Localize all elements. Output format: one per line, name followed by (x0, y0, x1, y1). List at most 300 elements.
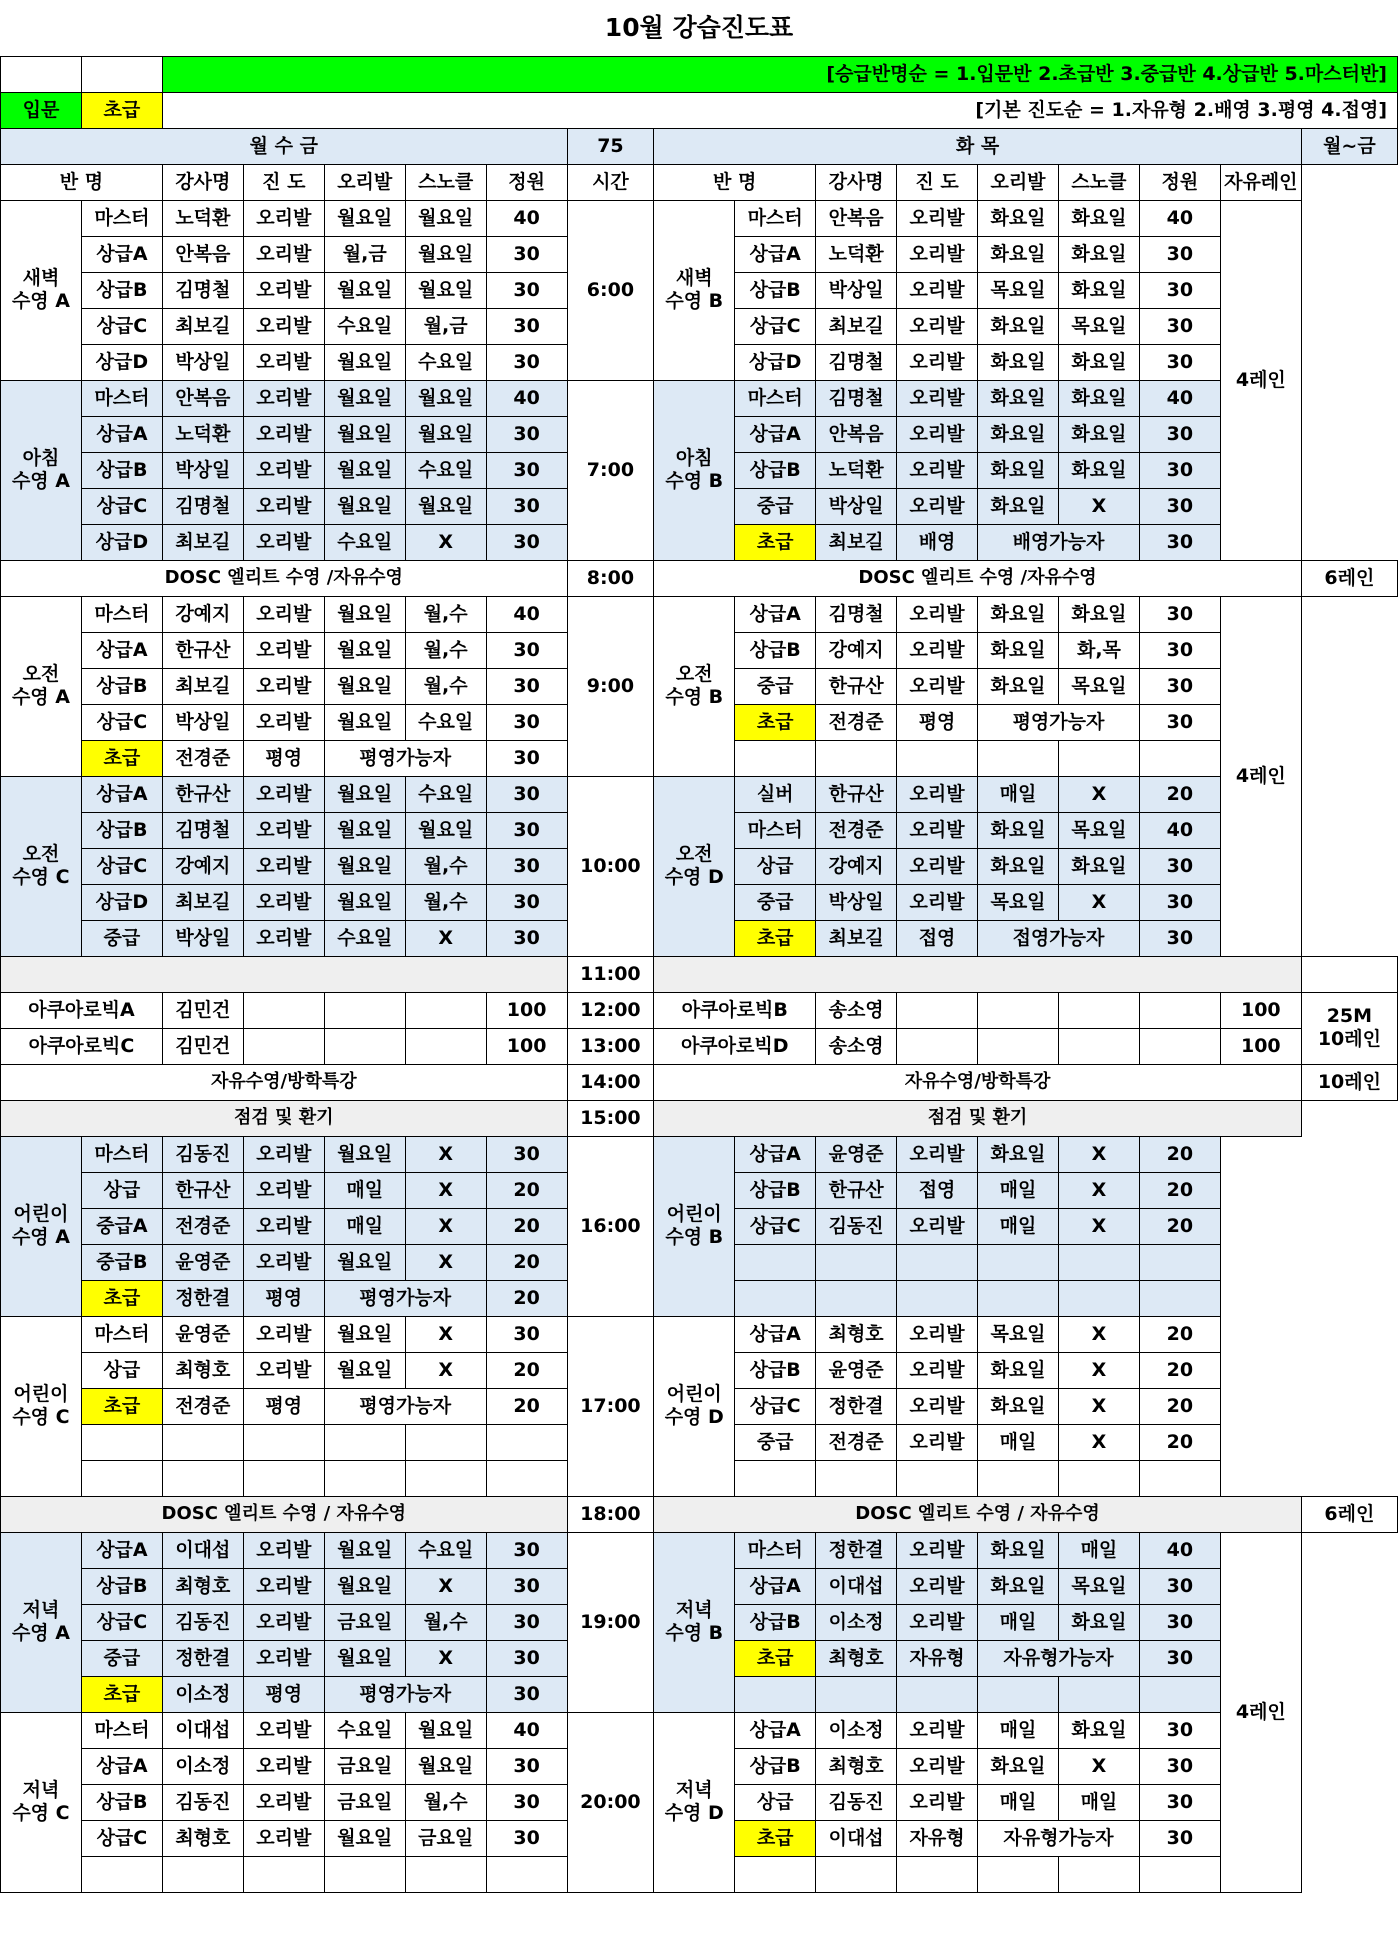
capacity-cell: 30 (1139, 1712, 1220, 1748)
progress-cell: 오리발 (243, 452, 324, 488)
level-cell: 상급A (735, 416, 816, 452)
instructor-cell: 김민건 (162, 992, 243, 1028)
promotion-order-note: [승급반명순 = 1.입문반 2.초급반 3.중급반 4.상급반 5.마스터반] (162, 56, 1397, 92)
capacity-cell: 30 (486, 848, 567, 884)
fins-day-cell: 화요일 (978, 596, 1059, 632)
snorkel-day-cell: 수요일 (405, 452, 486, 488)
level-cell: 상급B (735, 272, 816, 308)
progress-cell: 배영 (897, 524, 978, 560)
blank-cell (978, 992, 1059, 1028)
progress-cell: 오리발 (897, 668, 978, 704)
snorkel-day-cell: 월요일 (405, 488, 486, 524)
instructor-cell: 정한결 (162, 1640, 243, 1676)
instructor-cell: 안복음 (816, 416, 897, 452)
blank-cell (978, 1028, 1059, 1064)
snorkel-day-cell: 화요일 (1058, 416, 1139, 452)
fins-day-cell: 수요일 (324, 308, 405, 344)
fins-day-cell: 화요일 (978, 632, 1059, 668)
col-header: 스노클 (405, 164, 486, 200)
snorkel-day-cell: 수요일 (405, 776, 486, 812)
capacity-cell (1139, 1244, 1220, 1280)
progress-cell: 오리발 (243, 848, 324, 884)
progress-cell (897, 1856, 978, 1892)
snorkel-day-cell: 월,금 (405, 308, 486, 344)
table-row (1, 1532, 1398, 1568)
progress-cell: 오리발 (243, 1316, 324, 1352)
instructor-cell: 이대섭 (816, 1820, 897, 1856)
progress-cell (897, 740, 978, 776)
time-cell: 16:00 (567, 1136, 654, 1316)
blank-cell (654, 956, 1302, 992)
snorkel-day-cell: X (405, 1568, 486, 1604)
progress-cell: 오리발 (897, 380, 978, 416)
snorkel-day-cell: X (405, 524, 486, 560)
fins-day-cell: 월요일 (324, 668, 405, 704)
level-cell: 상급B (735, 632, 816, 668)
capacity-cell: 30 (486, 344, 567, 380)
progress-cell: 오리발 (897, 272, 978, 308)
time-cell: 17:00 (567, 1316, 654, 1496)
col-header: 강사명 (816, 164, 897, 200)
fins-day-cell: 월요일 (324, 488, 405, 524)
snorkel-day-cell: X (405, 1244, 486, 1280)
snorkel-day-cell: 월요일 (405, 416, 486, 452)
level-cell: 중급A (81, 1208, 162, 1244)
capacity-cell: 30 (1139, 344, 1220, 380)
snorkel-day-cell: 목요일 (1058, 668, 1139, 704)
fins-day-cell: 목요일 (978, 272, 1059, 308)
level-cell: 초급 (81, 1388, 162, 1424)
lane-cell: 4레인 (1220, 200, 1301, 560)
level-cell: 상급C (735, 1208, 816, 1244)
fins-day-cell: 매일 (324, 1172, 405, 1208)
time-cell: 19:00 (567, 1532, 654, 1712)
snorkel-day-cell: 목요일 (1058, 1568, 1139, 1604)
blank-cell (1139, 992, 1220, 1028)
class-group-name: 오전 수영 A (1, 596, 82, 776)
section-label: 점검 및 환기 (1, 1100, 568, 1136)
level-cell (81, 1460, 162, 1496)
fins-day-cell: 월요일 (324, 380, 405, 416)
instructor-cell: 전경준 (162, 740, 243, 776)
capacity-cell: 30 (486, 416, 567, 452)
instructor-cell: 이소정 (816, 1604, 897, 1640)
level-cell: 상급A (735, 596, 816, 632)
page-title: 10월 강습진도표 (1, 0, 1398, 56)
level-cell: 중급 (735, 668, 816, 704)
blank-cell (1301, 956, 1397, 992)
col-header-class-name: 반 명 (1, 164, 163, 200)
level-cell: 상급B (735, 1748, 816, 1784)
progress-cell: 오리발 (243, 380, 324, 416)
progress-cell: 오리발 (243, 920, 324, 956)
snorkel-day-cell: 화요일 (1058, 1604, 1139, 1640)
level-cell: 중급 (735, 884, 816, 920)
progress-cell: 오리발 (243, 596, 324, 632)
lane-cell: 4레인 (1220, 596, 1301, 956)
table-row (1, 1316, 1398, 1352)
swim-day-cell: 평영가능자 (978, 704, 1140, 740)
progress-cell: 평영 (243, 1676, 324, 1712)
col-header: 정원 (486, 164, 567, 200)
blank-cell (243, 992, 324, 1028)
section-label: DOSC 엘리트 수영 / 자유수영 (654, 1496, 1302, 1532)
progress-cell: 오리발 (243, 1748, 324, 1784)
capacity-cell (486, 1856, 567, 1892)
level-cell: 초급 (735, 704, 816, 740)
capacity-cell: 30 (1139, 1604, 1220, 1640)
capacity-cell: 30 (1139, 1748, 1220, 1784)
time-cell: 11:00 (567, 956, 654, 992)
lane-cell: 10레인 (1301, 1064, 1397, 1100)
fins-day-cell: 월요일 (324, 344, 405, 380)
snorkel-day-cell: 월요일 (405, 1712, 486, 1748)
fins-day-cell: 매일 (978, 1172, 1059, 1208)
fins-day-cell: 월요일 (324, 848, 405, 884)
time-cell: 15:00 (567, 1100, 654, 1136)
snorkel-day-cell: 수요일 (405, 1532, 486, 1568)
instructor-cell: 최보길 (816, 308, 897, 344)
swim-day-cell: 자유형가능자 (978, 1820, 1140, 1856)
snorkel-day-cell: X (405, 1316, 486, 1352)
level-cell: 상급C (735, 1388, 816, 1424)
capacity-cell: 30 (486, 1640, 567, 1676)
level-cell: 초급 (735, 1640, 816, 1676)
level-cell: 상급A (81, 632, 162, 668)
fins-day-cell: 금요일 (324, 1604, 405, 1640)
snorkel-day-cell: X (1058, 1136, 1139, 1172)
snorkel-day-cell: 목요일 (1058, 812, 1139, 848)
instructor-cell: 김동진 (816, 1208, 897, 1244)
blank-cell (1, 956, 568, 992)
capacity-cell: 30 (486, 740, 567, 776)
instructor-cell: 최보길 (162, 884, 243, 920)
capacity-cell (1139, 740, 1220, 776)
fins-day-cell: 월요일 (324, 1532, 405, 1568)
col-header: 진 도 (897, 164, 978, 200)
level-cell: 상급C (81, 1820, 162, 1856)
level-cell: 상급A (735, 1712, 816, 1748)
instructor-cell (816, 740, 897, 776)
capacity-cell: 20 (486, 1388, 567, 1424)
fins-day-cell: 월,금 (324, 236, 405, 272)
level-cell: 마스터 (81, 1712, 162, 1748)
fins-day-cell: 월요일 (324, 812, 405, 848)
level-cell: 상급A (735, 1316, 816, 1352)
instructor-cell: 김명철 (162, 272, 243, 308)
snorkel-day-cell: 월요일 (405, 200, 486, 236)
instructor-cell: 김동진 (162, 1136, 243, 1172)
capacity-cell: 40 (1139, 380, 1220, 416)
fins-day-cell: 월요일 (324, 416, 405, 452)
instructor-cell: 김민건 (162, 1028, 243, 1064)
class-group-name: 오전 수영 B (654, 596, 735, 776)
instructor-cell: 최보길 (162, 668, 243, 704)
capacity-cell: 30 (486, 812, 567, 848)
level-cell: 상급A (81, 1532, 162, 1568)
progress-cell: 접영 (897, 920, 978, 956)
level-cell: 초급 (735, 920, 816, 956)
fins-day-cell: 화요일 (978, 344, 1059, 380)
level-cell: 상급C (81, 848, 162, 884)
snorkel-day-cell: 월,수 (405, 1784, 486, 1820)
level-cell: 상급B (81, 272, 162, 308)
snorkel-day-cell: 매일 (1058, 1784, 1139, 1820)
capacity-cell: 30 (486, 1316, 567, 1352)
instructor-cell: 강예지 (816, 632, 897, 668)
instructor-cell: 한규산 (816, 668, 897, 704)
capacity-cell: 30 (1139, 1640, 1220, 1676)
snorkel-day-cell: 수요일 (405, 344, 486, 380)
table-row (1, 200, 1398, 236)
instructor-cell (816, 1280, 897, 1316)
level-cell: 상급C (735, 308, 816, 344)
capacity-cell: 20 (1139, 1352, 1220, 1388)
instructor-cell: 최보길 (162, 308, 243, 344)
fins-day-cell (324, 1460, 405, 1496)
section-label: 점검 및 환기 (654, 1100, 1302, 1136)
level-cell: 상급C (81, 308, 162, 344)
col-header: 시간 (567, 164, 654, 200)
instructor-cell: 박상일 (162, 344, 243, 380)
instructor-cell: 김동진 (162, 1604, 243, 1640)
progress-cell: 오리발 (243, 1352, 324, 1388)
table-row (1, 380, 1398, 416)
instructor-cell: 정한결 (816, 1388, 897, 1424)
level-cell: 상급 (81, 1172, 162, 1208)
snorkel-day-cell: 화요일 (1058, 596, 1139, 632)
instructor-cell: 김명철 (816, 380, 897, 416)
snorkel-day-cell: 월,수 (405, 632, 486, 668)
progress-cell: 오리발 (897, 1568, 978, 1604)
progress-cell: 오리발 (897, 308, 978, 344)
capacity-cell: 30 (486, 488, 567, 524)
fins-day-cell: 화요일 (978, 1568, 1059, 1604)
instructor-cell: 한규산 (816, 1172, 897, 1208)
level-cell: 마스터 (735, 380, 816, 416)
fins-day-cell: 매일 (978, 776, 1059, 812)
fins-day-cell (978, 1460, 1059, 1496)
level-cell: 초급 (81, 1676, 162, 1712)
basic-order-note: [기본 진도순 = 1.자유형 2.배영 3.평영 4.접영] (162, 92, 1397, 128)
snorkel-day-cell: 화요일 (1058, 236, 1139, 272)
progress-cell: 오리발 (243, 632, 324, 668)
time-cell: 18:00 (567, 1496, 654, 1532)
progress-cell: 오리발 (897, 416, 978, 452)
instructor-cell: 강예지 (162, 596, 243, 632)
fins-day-cell (978, 1244, 1059, 1280)
fins-day-cell: 화요일 (978, 812, 1059, 848)
blank-cell (324, 1028, 405, 1064)
snorkel-day-cell: 월,수 (405, 1604, 486, 1640)
level-cell: 상급A (81, 236, 162, 272)
blank-cell (243, 1028, 324, 1064)
fins-day-cell: 월요일 (324, 272, 405, 308)
level-beginner-label: 초급 (81, 92, 162, 128)
snorkel-day-cell: 수요일 (405, 704, 486, 740)
section-row (1, 1496, 1398, 1532)
progress-cell: 오리발 (897, 1424, 978, 1460)
instructor-cell: 윤영준 (162, 1244, 243, 1280)
level-cell: 상급A (735, 236, 816, 272)
level-cell: 상급B (735, 452, 816, 488)
capacity-cell: 20 (1139, 1208, 1220, 1244)
progress-cell: 오리발 (243, 1172, 324, 1208)
instructor-cell: 최형호 (162, 1820, 243, 1856)
progress-cell: 평영 (243, 740, 324, 776)
instructor-cell: 김동진 (816, 1784, 897, 1820)
capacity-cell (1139, 1280, 1220, 1316)
instructor-cell: 박상일 (816, 884, 897, 920)
capacity-cell: 30 (486, 272, 567, 308)
capacity-cell: 30 (1139, 488, 1220, 524)
progress-cell: 오리발 (897, 1208, 978, 1244)
snorkel-day-cell (1058, 740, 1139, 776)
instructor-cell (162, 1460, 243, 1496)
col-header: 오리발 (978, 164, 1059, 200)
lane-cell: 6레인 (1301, 1496, 1397, 1532)
capacity-cell: 30 (1139, 416, 1220, 452)
snorkel-day-cell (1058, 1856, 1139, 1892)
capacity-cell: 30 (486, 452, 567, 488)
capacity-cell: 30 (1139, 308, 1220, 344)
fins-day-cell: 매일 (978, 1712, 1059, 1748)
lane-blank-cell (1301, 1100, 1397, 1496)
snorkel-day-cell: 화요일 (1058, 344, 1139, 380)
capacity-cell: 30 (486, 1568, 567, 1604)
fins-day-cell: 화요일 (978, 1352, 1059, 1388)
table-row (1, 776, 1398, 812)
capacity-cell: 30 (1139, 452, 1220, 488)
instructor-cell: 전경준 (816, 812, 897, 848)
capacity-cell: 30 (1139, 632, 1220, 668)
snorkel-day-cell: 화요일 (1058, 1712, 1139, 1748)
progress-cell (243, 1424, 324, 1460)
instructor-cell: 김명철 (816, 596, 897, 632)
fins-day-cell: 매일 (978, 1424, 1059, 1460)
capacity-cell: 30 (486, 1748, 567, 1784)
progress-cell: 오리발 (897, 236, 978, 272)
capacity-cell: 30 (486, 884, 567, 920)
instructor-cell: 송소영 (816, 1028, 897, 1064)
snorkel-day-cell (1058, 1280, 1139, 1316)
level-cell: 상급B (81, 1784, 162, 1820)
progress-cell: 자유형 (897, 1820, 978, 1856)
fins-day-cell: 화요일 (978, 668, 1059, 704)
instructor-cell: 노덕환 (162, 416, 243, 452)
snorkel-day-cell: X (405, 1640, 486, 1676)
instructor-cell: 전경준 (162, 1208, 243, 1244)
class-group-name: 오전 수영 C (1, 776, 82, 956)
section-label: DOSC 엘리트 수영 /자유수영 (1, 560, 568, 596)
fins-day-cell (978, 1280, 1059, 1316)
progress-cell: 오리발 (243, 1244, 324, 1280)
fins-day-cell: 월요일 (324, 776, 405, 812)
blank-cell (897, 992, 978, 1028)
capacity-cell: 30 (1139, 668, 1220, 704)
capacity-cell (486, 1460, 567, 1496)
instructor-cell: 안복음 (162, 380, 243, 416)
swim-day-cell: 접영가능자 (978, 920, 1140, 956)
snorkel-day-cell: X (405, 1172, 486, 1208)
fins-day-cell: 화요일 (978, 308, 1059, 344)
fins-day-cell: 수요일 (324, 524, 405, 560)
level-cell: 초급 (81, 1280, 162, 1316)
level-cell: 상급B (735, 1172, 816, 1208)
capacity-cell (1139, 1676, 1220, 1712)
time-cell: 13:00 (567, 1028, 654, 1064)
snorkel-day-cell: 월요일 (405, 812, 486, 848)
fins-day-cell: 매일 (978, 1604, 1059, 1640)
fins-day-cell: 월요일 (324, 200, 405, 236)
snorkel-day-cell: 화요일 (1058, 848, 1139, 884)
class-group-name: 어린이 수영 D (654, 1316, 735, 1496)
progress-cell: 오리발 (243, 812, 324, 848)
level-cell: 상급D (81, 524, 162, 560)
level-cell: 중급 (735, 488, 816, 524)
capacity-cell: 100 (1220, 1028, 1301, 1064)
level-cell: 마스터 (735, 1532, 816, 1568)
lane-days-header: 월~금 (1301, 128, 1397, 164)
capacity-cell: 30 (486, 704, 567, 740)
fins-day-cell: 월요일 (324, 1820, 405, 1856)
capacity-cell: 30 (486, 776, 567, 812)
progress-cell: 오리발 (897, 884, 978, 920)
fins-day-cell: 월요일 (324, 1136, 405, 1172)
fins-day-cell: 금요일 (324, 1784, 405, 1820)
capacity-cell: 30 (1139, 704, 1220, 740)
snorkel-day-cell (1058, 1460, 1139, 1496)
blank-cell (1, 56, 82, 92)
level-cell: 상급B (81, 1568, 162, 1604)
instructor-cell: 박상일 (816, 272, 897, 308)
class-group-name: 어린이 수영 C (1, 1316, 82, 1496)
class-group-name: 오전 수영 D (654, 776, 735, 956)
snorkel-day-cell: X (1058, 1388, 1139, 1424)
blank-row (1, 956, 1398, 992)
aqua-class-name: 아쿠아로빅D (654, 1028, 816, 1064)
level-cell (735, 1676, 816, 1712)
swim-day-cell: 평영가능자 (324, 740, 486, 776)
swim-day-cell: 평영가능자 (324, 1388, 486, 1424)
progress-cell: 오리발 (897, 632, 978, 668)
snorkel-day-cell: 월요일 (405, 236, 486, 272)
fins-day-cell: 화요일 (978, 1532, 1059, 1568)
instructor-cell: 이대섭 (816, 1568, 897, 1604)
capacity-cell: 30 (486, 524, 567, 560)
level-cell: 상급D (81, 884, 162, 920)
instructor-cell: 이소정 (816, 1712, 897, 1748)
capacity-cell: 30 (486, 1820, 567, 1856)
fins-day-cell: 금요일 (324, 1748, 405, 1784)
instructor-cell (162, 1424, 243, 1460)
progress-cell: 오리발 (243, 524, 324, 560)
capacity-cell: 20 (1139, 1172, 1220, 1208)
fins-day-cell: 수요일 (324, 920, 405, 956)
instructor-cell: 최보길 (816, 524, 897, 560)
section-label: 자유수영/방학특강 (1, 1064, 568, 1100)
fins-day-cell: 월요일 (324, 1568, 405, 1604)
capacity-cell: 30 (1139, 596, 1220, 632)
aqua-class-name: 아쿠아로빅A (1, 992, 163, 1028)
capacity-cell: 30 (1139, 236, 1220, 272)
swim-day-cell: 평영가능자 (324, 1280, 486, 1316)
fins-day-cell: 월요일 (324, 884, 405, 920)
capacity-cell: 40 (486, 596, 567, 632)
snorkel-day-cell: X (1058, 1316, 1139, 1352)
progress-cell: 오리발 (243, 704, 324, 740)
instructor-cell: 최형호 (162, 1352, 243, 1388)
